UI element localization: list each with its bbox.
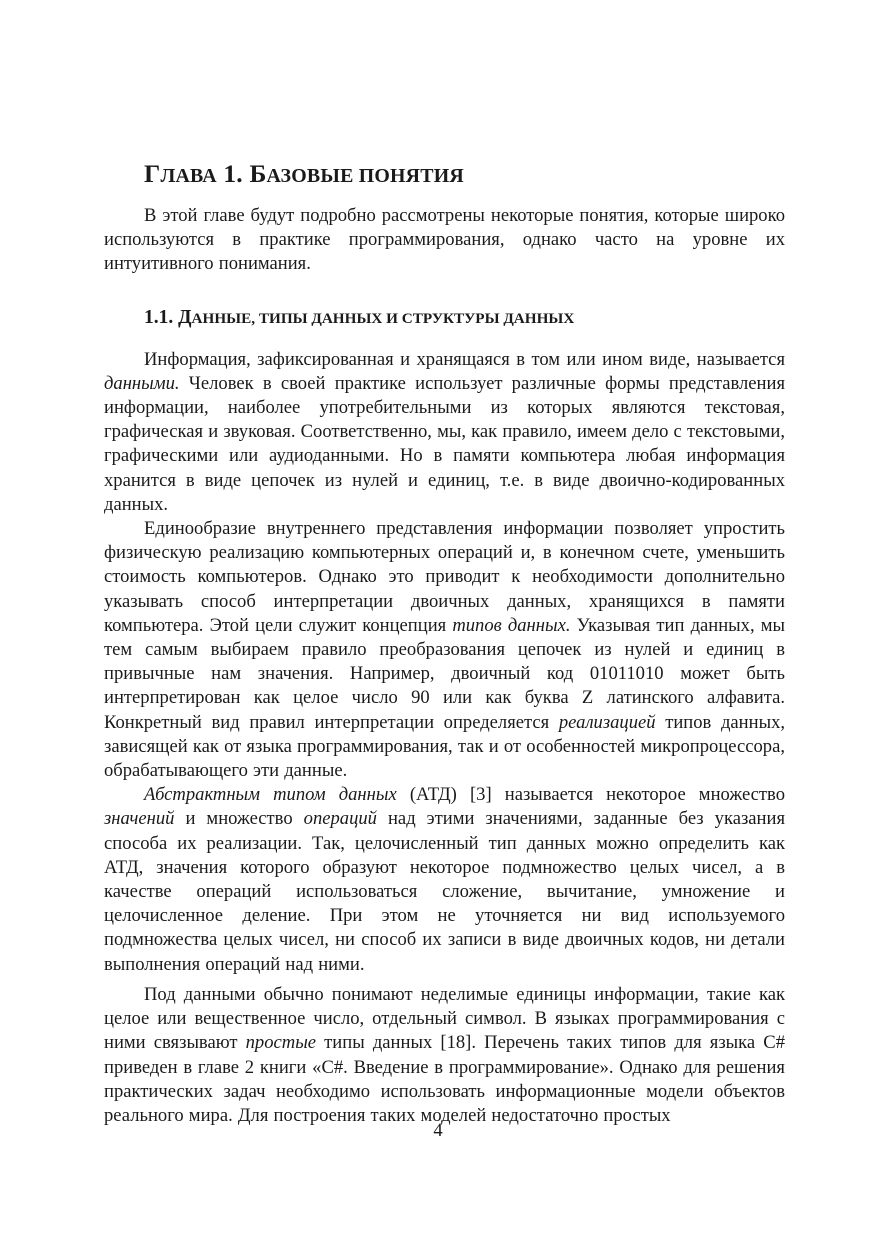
term-implementation: реализацией [558,711,656,733]
term-values: значений [104,808,175,830]
chapter-title [104,150,785,200]
section-title-text: АННЫЕ, ТИПЫ ДАННЫХ И СТРУКТУРЫ ДАННЫХ [191,309,575,327]
section-title [104,303,785,334]
term-simple: простые [245,1032,317,1054]
term-data-types: типов данных. [452,614,571,636]
chapter-title-initial: Г [144,159,161,188]
paragraph-3: Абстрактным типом данных (АТД) [3] называется некоторое множество значений и множество операций над этими значениями, заданные без указания способа их реализации. Так, целочисленный тип данных можно определить как АТД, значения которого образуют некоторое подмножество целых чисел, а в качестве операций использоваться сложение, вычитание, умножение и целочисленное деление. При этом не уточняется ни вид используемого подмножества целых чисел, ни способ их записи в виде двоичных кодов, ни детали выполнения операций над ними. [104,784,786,975]
term-data: данными. [104,372,180,394]
term-operations: операций [303,808,377,830]
paragraph-2: Единообразие внутреннего представления информации позволяет упростить физическую реализацию компьютерных операций и, в конечном счете, уменьшить стоимость компьютеров. Однако это приводит к необходимости дополнительно указывать способ интерпретации двоичных данных, хранящихся в памяти компьютера. Этой цели служит концепция типов данных. Указывая тип данных, мы тем самым выбираем правило преобразования цепочек из нулей и единиц в привычные нам значения. Например, двоичный код 01011010 может быть интерпретирован как целое число 90 или как буква Z латинского алфавита. Конкретный вид правил интерпретации определяется реализацией типов данных, зависящей как от языка программирования, так и от особенностей микропроцессора, обрабатывающего эти данные. [104,518,786,782]
section-number: 1.1. Д [144,306,192,328]
paragraph-4: Под данными обычно понимают неделимые единицы информации, такие как целое или вещественное число, отдельный символ. В языках программирования с ними связывают простые типы данных [18]. Перечень таких типов для языка C# приведен в главе 2 книги «C#. Введение в программирование». Однако для решения практических задач необходимо использовать информационные модели объектов реального мира. Для построения таких моделей недостаточно простых [104,983,785,1126]
chapter-intro: В этой главе будут подробно рассмотрены некоторые понятия, которые широко используются в практике программирования, однако часто на уровне их интуитивного понимания. [104,205,785,275]
chapter-title-word1: ЛАВА [160,165,217,187]
page-number: 4 [433,1120,443,1141]
term-adt: Абстрактным типом данных [144,784,397,806]
paragraph-1: Информация, зафиксированная и хранящаяся в том или ином виде, называется данными. Человек в своей практике использует различные формы представления информации, наиболее употребительными из которых являются текстовая, графическая и звуковая. Соответственно, мы, как правило, имеем дело с текстовыми, графическими или аудиоданными. Но в памяти компьютера любая информация хранится в виде цепочек из нулей и единиц, т.е. в виде двоично-кодированных данных. [104,348,785,515]
page-content [104,150,785,1128]
chapter-title-number: 1. Б [216,159,267,188]
chapter-title-word2: АЗОВЫЕ ПОНЯТИЯ [266,165,464,187]
